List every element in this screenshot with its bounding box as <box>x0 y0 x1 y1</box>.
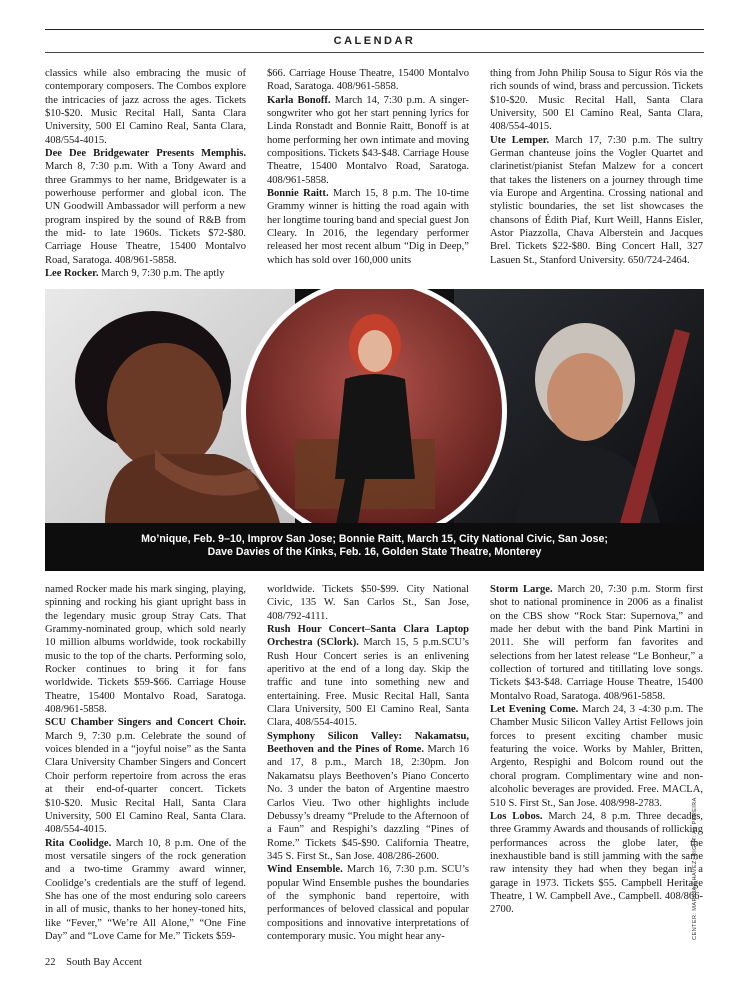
calendar-entry: Rush Hour Concert–Santa Clara Laptop Orchestra (SClork). March 15, 5 p.m.SCU’s Rush Hour Concert series is an enlivening aperitivo at the end of a long day. Skip the traffic and tune into something new and entertaining. Free. Music Recital Hall, Santa Clara University, 500 El Camino Real, Santa Clara, 408/554-4015. <box>267 624 469 729</box>
calendar-entry: Karla Bonoff. March 14, 7:30 p.m. A singer-songwriter who got her start penning lyrics for Linda Ronstadt and Bonnie Raitt, Bonoff is at home performing her own intimate and moving compositions. Tickets $43-$48. Carriage House Theatre, 15400 Montalvo Road, Saratoga. 408/961-5858. <box>267 94 470 186</box>
header-rule-bottom <box>45 52 704 53</box>
entry-heading: Lee Rocker. <box>45 268 99 280</box>
entry-heading: Bonnie Raitt. <box>267 188 329 200</box>
entry-heading: Rita Coolidge. <box>45 837 112 849</box>
calendar-entry: Bonnie Raitt. March 15, 8 p.m. The 10-time Grammy winner is hitting the road again with her longtime touring band and special guest Jon Cleary. In 2016, the legendary performer released her most recent album “Dig in Deep,” which has sold over 160,000 units <box>267 188 469 266</box>
calendar-entry: Storm Large. March 20, 7:30 p.m. Storm first shot to national prominence in 2006 as a finalist on the CBS show “Rock Star: Supernova,” and made her debut with the band Pink Martini in 2011. She will perform fan favorites and selections from her latest release “Le Bonheur,” a collection of tortured and titillating love songs. Tickets $43-$48. Carriage House Theatre, 15400 Montalvo Road, Saratoga. 408/961-5858. <box>490 584 703 702</box>
entry-heading: Karla Bonoff. <box>267 94 331 106</box>
entry-heading: SCU Chamber Singers and Concert Choir. <box>45 717 246 729</box>
calendar-entry: Lee Rocker. March 9, 7:30 p.m. The aptly <box>45 268 225 280</box>
publication-name: South Bay Accent <box>66 957 142 968</box>
calendar-entry: Dee Dee Bridgewater Presents Memphis. March 8, 7:30 p.m. With a Tony Award and three Grammys to her name, Bridgewater is a powerhouse performer and global icon. The UN Goodwill Ambassador will perform a new program inspired by the sound of R&B from the mid- to late 1960s. Tickets $72-$80. Carriage House Theatre, 15400 Montalvo Road, Saratoga. 408/961-5858. <box>45 148 246 266</box>
header-rule-top <box>45 29 704 30</box>
top-column-3 <box>490 67 703 267</box>
section-title: CALENDAR <box>333 35 416 47</box>
entry-heading: Symphony Silicon Valley: Nakamatsu, Beethoven and the Pines of Rome. <box>267 730 469 756</box>
top-column-1 <box>45 67 246 281</box>
calendar-entry: Symphony Silicon Valley: Nakamatsu, Beethoven and the Pines of Rome. March 16 and 17, 8 p.m., March 18, 2:30pm. Jon Nakamatsu plays Beethoven’s Piano Concerto No. 3 under the baton of Argentine maestro Carlos Vieu. Two other highlights include Debussy’s dreamy “Prelude to the Afternoon of a Faun” and Respighi’s dazzling “Pines of Rome.” Tickets $45-$90. California Theatre, 345 S. First St., San Jose. 408/286-2600. <box>267 730 469 862</box>
entry-heading: Ute Lemper. <box>490 134 550 146</box>
left-face <box>107 343 223 471</box>
photo-credit: CENTER: MARINA CHAVEZ; RIGHT: AL PEREIRA <box>692 797 698 940</box>
photo-caption: Mo’nique, Feb. 9–10, Improv San Jose; Bonnie Raitt, March 15, City National Civic, San Jose; Dave Davies of the Kinks, Feb. 16, Golden State Theatre, Monterey <box>45 523 704 571</box>
calendar-entry: classics while also embracing the music of contemporary composers. The Combos explore the intricacies of jazz across the ages. Tickets $10-$20. Music Recital Hall, Santa Clara University, 500 El Camino Real, Santa Clara, 408/554-4015. <box>45 68 246 146</box>
calendar-entry: Ute Lemper. March 17, 7:30 p.m. The sultry German chanteuse joins the Vogler Quartet and clarinetist/pianist Stefan Malzew for a concert that takes the listeners on a journey through time via Europe and Argentina. Crossing national and stylistic boundaries, the set list showcases the chansons of Édith Piaf, Kurt Weill, Hanns Eisler, Astor Piazzolla, Chava Alberstein and Jacques Brel. Tickets $22-$80. Bing Concert Hall, 327 Lasuen St., Stanford University. 650/724-2464. <box>490 134 703 266</box>
entry-heading: Los Lobos. <box>490 810 543 822</box>
calendar-entry: named Rocker made his mark singing, playing, spinning and rocking his giant upright bass in the legendary music group Stray Cats. That Grammy-nominated group, which sold nearly 10 million albums worldwide, took rockabilly music to the top of the charts. Performing solo, Rocker continues to bring it for fans worldwide. Tickets $59-$66. Carriage House Theatre, 15400 Montalvo Road, Saratoga. 408/961-5858. <box>45 584 246 716</box>
calendar-entry: thing from John Philip Sousa to Sigur Rós via the rich sounds of wind, brass and percussion. Tickets $10-$20. Music Recital Hall, Santa Clara University, 500 El Camino Real, Santa Clara, 408/554-4015. <box>490 68 703 133</box>
calendar-entry: worldwide. Tickets $50-$99. City National Civic, 135 W. San Carlos St., San Jose, 408/792-4111. <box>267 584 469 622</box>
calendar-entry: SCU Chamber Singers and Concert Choir. March 9, 7:30 p.m. Celebrate the sound of voices blended in a “joyful noise” as the Santa Clara University Chamber Singers and Concert Choir perform repertoire from across the eras at their end-of-quarter concert. Tickets $10-$20. Music Recital Hall, Santa Clara University, 500 El Camino Real, Santa Clara. 408/554-4015. <box>45 717 246 836</box>
calendar-entry: Rita Coolidge. March 10, 8 p.m. One of the most versatile singers of the rock generation and a two-time Grammy award winner, Coolidge’s credentials are the stuff of legend. She has one of the most enduring solo careers in all of music, thanks to her honey-toned hits, like “Fever,” “We’re All Alone,” “One Fine Day” and “Love Came for Me.” Tickets $59- <box>45 837 246 942</box>
top-column-2 <box>267 67 469 267</box>
center-face <box>358 330 392 372</box>
page-footer <box>45 957 150 968</box>
calendar-entry: Let Evening Come. March 24, 3 -4:30 p.m. The Chamber Music Silicon Valley Artist Fellows join forces to present exciting chamber music featuring the voice. Works by Mahler, Britten, Argento, Respighi and Bolcom round out the choral program. Complimentary wine and non-alcoholic beverages are provided. Free. MACLA, 510 S. First St., San Jose. 408/998-2783. <box>490 704 703 809</box>
entry-heading: Let Evening Come. <box>490 704 579 716</box>
calendar-entry: Wind Ensemble. March 16, 7:30 p.m. SCU’s popular Wind Ensemble pushes the boundaries of the symphonic band repertoire, with performances of beloved classical and popular compositions and innovative interpretations of contemporary music. You might hear any- <box>267 864 469 942</box>
right-face <box>547 353 623 441</box>
bottom-column-3 <box>490 583 703 917</box>
bottom-column-2 <box>267 583 469 943</box>
page-number: 22 <box>45 957 56 968</box>
bottom-column-1 <box>45 583 246 943</box>
entry-heading: Wind Ensemble. <box>267 864 343 876</box>
calendar-entry: Los Lobos. March 24, 8 p.m. Three decades, three Grammy Awards and thousands of rollicking performances across the globe later, the inexhaustible band is still jamming with the same raw intensity they had when they began in a garage in 1973. Tickets $55. Campbell Heritage Theatre, 1 W. Campbell Ave., Campbell. 408/866-2700. <box>490 810 703 916</box>
calendar-entry: $66. Carriage House Theatre, 15400 Montalvo Road, Saratoga. 408/961-5858. <box>267 68 469 93</box>
photo-collage <box>45 289 704 571</box>
center-outfit <box>335 374 415 479</box>
entry-heading: Storm Large. <box>490 584 553 595</box>
entry-heading: Dee Dee Bridgewater Presents Memphis. <box>45 148 246 160</box>
entry-heading: Rush Hour Concert–Santa Clara Laptop Orchestra (SClork). <box>267 624 469 649</box>
